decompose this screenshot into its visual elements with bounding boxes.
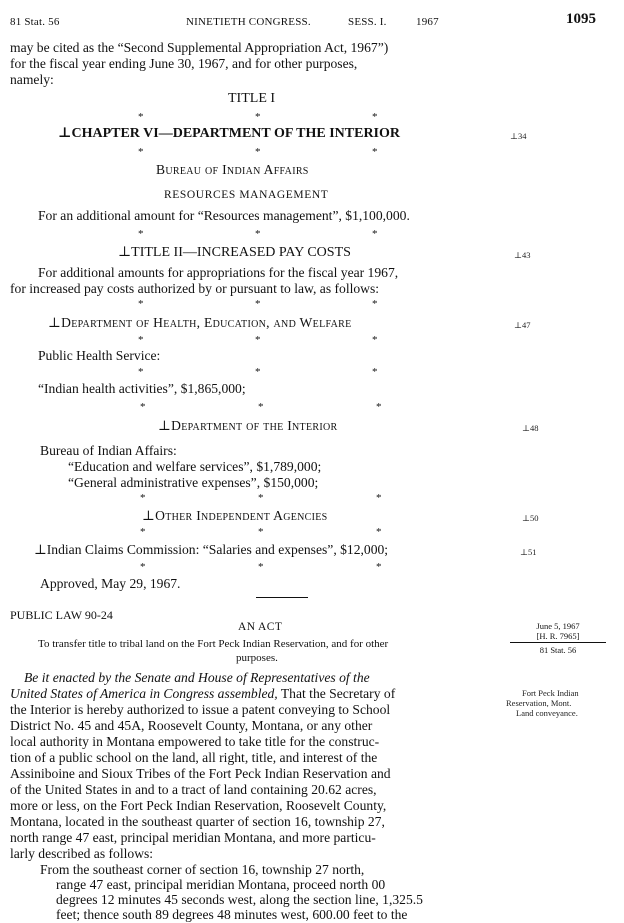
description-line: range 47 east, principal meridian Montana, proceed north 00 [56,877,386,892]
star: * [255,366,261,378]
margin-ref-51: ⊥51 [520,547,537,557]
interior-item-1: “Education and welfare services”, $1,789,000; [68,459,322,474]
ellipsis-stars [0,561,624,573]
star: * [140,492,146,504]
header-session: SESS. I. [348,16,387,28]
ellipsis-stars [0,334,624,346]
ellipsis-stars [0,146,624,158]
body-line: local authority in Montana empowered to take title for the construc- [10,734,380,749]
star: * [258,492,264,504]
ellipsis-stars [0,298,624,310]
interior-item-2: “General administrative expenses”, $150,000; [68,475,319,490]
star: * [138,111,144,123]
side-note-3: Land conveyance. [516,708,578,718]
an-act-heading: AN ACT [238,621,283,633]
public-health-service: Public Health Service: [38,348,161,363]
star: * [372,146,378,158]
side-note-2: Reservation, Mont. [506,698,572,708]
interior-bureau: Bureau of Indian Affairs: [40,443,177,458]
margin-ref-34: ⊥34 [510,131,527,141]
side-date: June 5, 1967 [536,621,580,631]
star: * [140,526,146,538]
hew-heading: ⊥Department of Health, Education, and Welfare [48,315,352,330]
divider-rule [256,597,308,598]
enacting-italic: United States of America in Congress assembled, [10,686,278,701]
header-congress: NINETIETH CONGRESS. [186,16,311,28]
star: * [258,526,264,538]
side-stat: 81 Stat. 56 [539,645,577,655]
public-law-number: PUBLIC LAW 90-24 [10,608,113,622]
title-ii-line-1: For additional amounts for appropriations for the fiscal year 1967, [38,265,399,280]
body-line: Assiniboine and Sioux Tribes of the Fort Peck Indian Reservation and [10,766,391,781]
description-line: feet; thence south 89 degrees 48 minutes west, 600.00 feet to the [56,907,408,922]
ellipsis-stars [0,366,624,378]
body-line: north range 47 east, principal meridian Montana, and more particu- [10,830,376,845]
page-number: 1095 [566,11,596,27]
body-line: more or less, on the Fort Peck Indian Reservation, Roosevelt County, [10,798,387,813]
star: * [140,561,146,573]
star: * [372,111,378,123]
star: * [376,526,382,538]
body-line: Montana, located in the southeast quarter of section 16, township 27, [10,814,385,829]
indian-claims-item: ⊥Indian Claims Commission: “Salaries and expenses”, $12,000; [34,542,389,557]
header-stat: 81 Stat. 56 [10,16,60,28]
star: * [255,228,261,240]
ellipsis-stars [0,492,624,504]
section-mark: ⊥ [58,126,72,141]
chapter-vi-title: CHAPTER VI—DEPARTMENT OF THE INTERIOR [71,126,401,141]
ellipsis-stars [0,228,624,240]
intro-line-2: for the fiscal year ending June 30, 1967, and for other purposes, [10,56,358,71]
purpose-line-1: To transfer title to tribal land on the Fort Peck Indian Reservation, and for other [38,638,389,650]
star: * [376,492,382,504]
star: * [138,366,144,378]
star: * [138,298,144,310]
indian-health-item: “Indian health activities”, $1,865,000; [38,381,246,396]
side-rule [510,642,606,643]
body-line: tion of a public school on the land, all right, title, and interest of the [10,750,378,765]
body-line: larly described as follows: [10,846,154,861]
ellipsis-stars [0,526,624,538]
interior-heading: ⊥Department of the Interior [158,418,338,433]
resources-heading: RESOURCES MANAGEMENT [164,189,329,201]
star: * [376,401,382,413]
star: * [372,334,378,346]
star: * [258,401,264,413]
star: * [138,228,144,240]
chapter-vi-heading [58,126,400,142]
title-i-heading: TITLE I [228,91,276,106]
margin-ref-47: ⊥47 [514,320,531,330]
intro-line-3: namely: [10,72,54,87]
header-year: 1967 [416,16,439,28]
star: * [372,298,378,310]
star: * [140,401,146,413]
ellipsis-stars [0,111,624,123]
star: * [258,561,264,573]
ellipsis-stars [0,401,624,413]
bureau-heading: Bureau of Indian Affairs [156,162,309,177]
star: * [255,298,261,310]
purpose-line-2: purposes. [236,652,278,664]
side-note-1: Fort Peck Indian [522,688,579,698]
star: * [138,146,144,158]
side-bill: [H. R. 7965] [536,631,580,641]
margin-ref-50: ⊥50 [522,513,539,523]
star: * [255,334,261,346]
star: * [372,366,378,378]
intro-line-1: may be cited as the “Second Supplemental Appropriation Act, 1967”) [10,40,389,55]
title-ii-heading: ⊥TITLE II—INCREASED PAY COSTS [118,245,351,260]
description-line: degrees 12 minutes 45 seconds west, along the section line, 1,325.5 [56,892,423,907]
enacting-rest: That the Secretary of [277,686,396,701]
star: * [255,146,261,158]
description-line: From the southeast corner of section 16, township 27 north, [40,862,365,877]
enacting-clause-1: Be it enacted by the Senate and House of Representatives of the [24,670,370,685]
body-line: the Interior is hereby authorized to issue a patent conveying to School [10,702,391,717]
margin-ref-43: ⊥43 [514,250,531,260]
enacting-clause-2 [10,686,395,702]
title-ii-line-2: for increased pay costs authorized by or pursuant to law, as follows: [10,281,380,296]
star: * [376,561,382,573]
body-line: of the United States in and to a tract of land containing 20.62 acres, [10,782,377,797]
other-agencies-heading: ⊥Other Independent Agencies [142,508,328,523]
star: * [372,228,378,240]
star: * [255,111,261,123]
star: * [138,334,144,346]
resources-text: For an additional amount for “Resources management”, $1,100,000. [38,208,410,223]
body-line: District No. 45 and 45A, Roosevelt County, Montana, or any other [10,718,373,733]
margin-ref-48: ⊥48 [522,423,539,433]
approved-date: Approved, May 29, 1967. [40,576,181,591]
